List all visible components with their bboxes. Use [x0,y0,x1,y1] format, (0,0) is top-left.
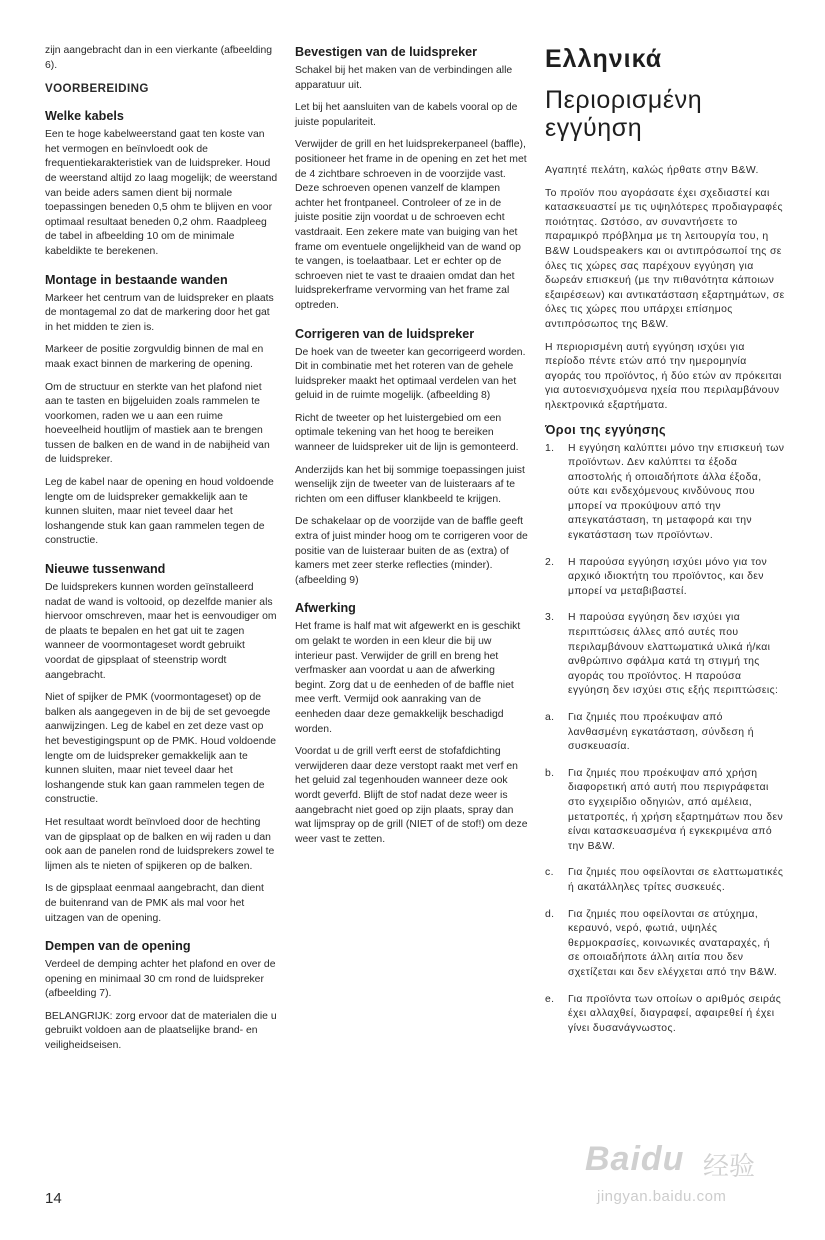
section-voorbereiding: VOORBEREIDING [45,82,149,96]
list-item [545,442,785,544]
list-text: Η παρούσα εγγύηση ισχύει μόνο για τον αρχικό ιδιοκτήτη του προϊόντος, και δεν μπορεί να μεταβιβαστεί. [568,556,768,597]
paragraph: De hoek van de tweeter kan gecorrigeerd worden. Dit in combinatie met het roteren van de gehele luidspreker maakt het optimaal verdelen van het geluid in de ruimte mogelijk. (afbeelding 8) [295,346,526,402]
terms-list [545,442,785,1037]
paragraph: Verwijder de grill en het luidsprekerpaneel (baffle), positioneer het frame in de opening en zet het met de 4 zichtbare schroeven in de voorzijde vast. Deze schroeven openen vanzelf de klampen achter het frontpaneel. Controleer of ze in de juiste positie zijn voordat u de schroeven echt vastdraait. Een zekere mate van buiging van het frame om eventuele ongelijkheid van de wand op te vangen, is toelaatbaar. Let er echter op de schroeven niet te vast te draaien omdat dan het luidsprekerframe vervorming van het frame zal optreden. [295,139,527,311]
paragraph: Anderzijds kan het bij sommige toepassingen juist wenselijk zijn de tweeter van de luisteraars af te richten om een diffuser klankbeeld te krijgen. [295,464,525,505]
list-text: Για ζημιές που προέκυψαν από χρήση διαφορετική από αυτή που περιγράφεται στο εγχειρίδιο οδηγιών, από αμέλεια, μετατροπές, ή χρήση εξαρτημάτων που δεν είναι κατασκευασμένα ή εγκεκριμένα από την B&W. [568,767,784,852]
list-text: Για ζημιές που προέκυψαν από λανθασμένη εγκατάσταση, σύνδεση ή συσκευασία. [568,712,754,753]
paragraph: De schakelaar op de voorzijde van de baffle geeft extra of juist minder hoog om te corrigeren voor de positie van de luisteraar buiten de as (extra) of kamers met zeer sterke reflecties (minder). (afbeelding 9) [295,516,528,586]
list-marker: a. [545,712,555,723]
list-marker: b. [545,767,555,779]
list-item [545,711,785,755]
column-greek [545,44,785,1048]
list-marker: 2. [545,556,555,568]
paragraph: Αγαπητέ πελάτη, καλώς ήρθατε στην B&W. [545,165,759,176]
heading-corrigeren: Corrigeren van de luidspreker [295,326,475,341]
paragraph: Markeer de positie zorgvuldig binnen de mal en maak exact binnen de markering de opening. [45,344,264,370]
heading-bevestigen: Bevestigen van de luidspreker [295,45,477,59]
list-text: Η εγγύηση καλύπτει μόνο την επισκευή των προϊόντων. Δεν καλύπτει τα έξοδα αποστολής ή οποιαδήποτε άλλα έξοδα, ούτε και ενδεχόμενους κινδύνους που μπορεί να προκύψουν από την απεγκατάσταση, τη μεταφορά και την εγκατάσταση των προϊόντων. [568,442,785,542]
heading-dempen: Dempen van de opening [45,939,191,954]
watermark-chinese: 经验 [703,1151,756,1181]
paragraph: BELANGRIJK: zorg ervoor dat de materialen die u gebruikt voldoen aan de plaatselijke brand- en veiligheidseisen. [45,1010,277,1052]
list-marker: 1. [545,442,555,454]
list-marker: c. [545,867,554,879]
column-dutch-left [45,44,278,1062]
language-title: Ελληνικά [545,45,663,73]
list-text: Για προϊόντα των οποίων ο αριθμός σειράς έχει αλλαχθεί, διαγραφεί, αφαιρεθεί ή έχει γίνει δυσανάγνωστος. [568,993,782,1034]
paragraph: Voordat u de grill verft eerst de stofafdichting verwijderen daar deze verstopt raakt met verf en het geluid zal tegenhouden wanneer deze ook wordt geverfd. Blijft de stof nadat deze weer is aangebracht niet goed op zijn plaats, spray dan wat lijmspray op de grill (NIET of de stof!) om deze weer vast te zetten. [295,746,528,845]
list-marker: d. [545,908,555,920]
paragraph: Het resultaat wordt beïnvloed door de hechting van de gipsplaat op de balken en wij raden u dan ook aan de panelen rond de luidsprekers zowel te lijmen als te nieten of spijkeren op de balken. [45,816,275,872]
intro-paragraph: zijn aangebracht dan in een vierkante (afbeelding 6). [45,45,273,71]
paragraph: Niet of spijker de PMK (voormontageset) op de balken als aangegeven in de bij de set gevoegde aanwijzingen. Leg de kabel en zet deze vast op het bevestigingspunt op de PMK. Houd voldoende lengte om de luidspreker gemakkelijk aan te kunnen sluiten, maar niet teveel daar het loshangende stuk kan gaan rammelen tegen de constructie. [45,692,277,806]
list-item [545,908,785,981]
column-dutch-middle [295,44,528,855]
list-marker: 3. [545,612,555,624]
paragraph: Markeer het centrum van de luidspreker en plaats de montagemal zo dat de markering door het gat in het midden te zien is. [45,292,274,333]
watermark [585,1140,785,1230]
section-title: Περιορισμένη εγγύηση [545,86,703,142]
heading-terms: Όροι της εγγύησης [545,422,666,437]
paragraph: Een te hoge kabelweerstand gaat ten koste van het vermogen en beïnvloedt ook de frequentiekarakteristiek van de luidspreker. Houd de weerstand altijd zo laag mogelijk; de weerstand van beide aders samen dient bij normale toepassingen beneden 0,5 ohm te blijven en voor optimaal resultaat beneden 0,2 ohm. Raadpleeg de tabel in afbeelding 10 om de minimale kabeldikte te berekenen. [45,129,278,257]
list-text: Η παρούσα εγγύηση δεν ισχύει για περιπτώσεις άλλες από αυτές που περιλαμβάνουν ελαττωματικά υλικά ή/και ανθρώπινο σφάλμα κατά τη στιγμή της αγοράς του προϊόντος. Η παρούσα εγγύηση δεν ισχύει στις εξής περιπτώσεις: [568,612,779,697]
paragraph: Η περιορισμένη αυτή εγγύηση ισχύει για περίοδο πέντε ετών από την ημερομηνία αγοράς του προϊόντος, ή δύο ετών αν πρόκειται για αυτοενισχυόμενα ηχεία που περιλαμβάνουν ηλεκτρονικά εξαρτήματα. [545,341,782,411]
paragraph: Om de structuur en sterkte van het plafond niet aan te tasten en bijgeluiden zoals rammelen te voorkomen, raden we u aan een ruime hoeveelheid houtlijm of mastiek aan te brengen tussen de balken en de wand in de nabijheid van de luidspreker. [45,381,270,466]
heading-montage: Montage in bestaande wanden [45,272,228,287]
list-text: Για ζημιές που οφείλονται σε ατύχημα, κεραυνό, νερό, φωτιά, υψηλές θερμοκρασίες, κοινωνικές αναταραχές, ή σε οποιαδήποτε άλλη αιτία που δεν σχετίζεται και δεν ελέγχεται από την B&W. [568,908,778,978]
paragraph: Het frame is half mat wit afgewerkt en is geschikt om gelakt te worden in een kleur die bij uw interieur past. Verwijder de grill en breng het verfmasker aan voordat u aan de afwerking begint. Zorg dat u de eenheden of de baffle niet mee verft. Vermijd ook aanraking van de eenheden daar deze gemakkelijk beschadigd worden. [295,621,521,735]
paragraph: Το προϊόν που αγοράσατε έχει σχεδιαστεί και κατασκευαστεί με τις υψηλότερες προδιαγραφές ποιότητας. Ωστόσο, αν συναντήσετε το παραμικρό πρόβλημα με τη λειτουργία του, η B&W Loudspeakers και οι αντιπρόσωποί της σε όλες τις χώρες σας παρέχουν εγγύηση για δωρεάν επισκευή (με την πιθανότητα κάποιων εξαιρέσεων) και αντικατάσταση εξαρτημάτων, σε όλες τις χώρες που υπάρχει επίσημος αντιπρόσωπος της B&W. [545,187,785,330]
list-text: Για ζημιές που οφείλονται σε ελαττωματικές ή ακατάλληλες τρίτες συσκευές. [568,867,784,893]
paragraph: Richt de tweeter op het luistergebied om een optimale tekening van het hoog te bereiken wanneer de luidspreker uit de lijn is gemonteerd. [295,412,519,454]
list-marker: e. [545,993,555,1005]
paragraph: Leg de kabel naar de opening en houd voldoende lengte om de luidspreker gemakkelijk aan te kunnen sluiten, maar niet teveel daar het loshangende stuk kan gaan rammelen tegen de constructie. [45,477,274,547]
paragraph: Let bij het aansluiten van de kabels vooral op de juiste populariteit. [295,102,518,128]
heading-nieuwe-tussenwand: Nieuwe tussenwand [45,562,166,577]
heading-welke-kabels: Welke kabels [45,109,124,124]
watermark-logo: Baidu [585,1140,685,1178]
list-item [545,611,785,699]
list-item [545,767,785,855]
list-item [545,866,785,895]
page-number: 14 [45,1190,62,1207]
paragraph: Verdeel de demping achter het plafond en over de opening en minimaal 30 cm rond de luidspreker (afbeelding 7). [45,959,276,1000]
paragraph: De luidsprekers kunnen worden geïnstalleerd nadat de wand is voltooid, op dezelfde manier als hiervoor omschreven, maar het is eenvoudiger om de plaats te bepalen en het gat uit te zagen wanneer de voormontageset wordt gebruikt voordat de gipsplaat of steenstrip wordt aangebracht. [45,582,277,681]
paragraph: Is de gipsplaat eenmaal aangebracht, dan dient de buitenrand van de PMK als mal voor het uitzagen van de opening. [45,883,264,924]
paragraph: Schakel bij het maken van de verbindingen alle apparatuur uit. [295,65,513,91]
list-item [545,993,785,1037]
list-item [545,556,785,600]
watermark-url: jingyan.baidu.com [597,1188,727,1205]
heading-afwerking: Afwerking [295,601,356,616]
